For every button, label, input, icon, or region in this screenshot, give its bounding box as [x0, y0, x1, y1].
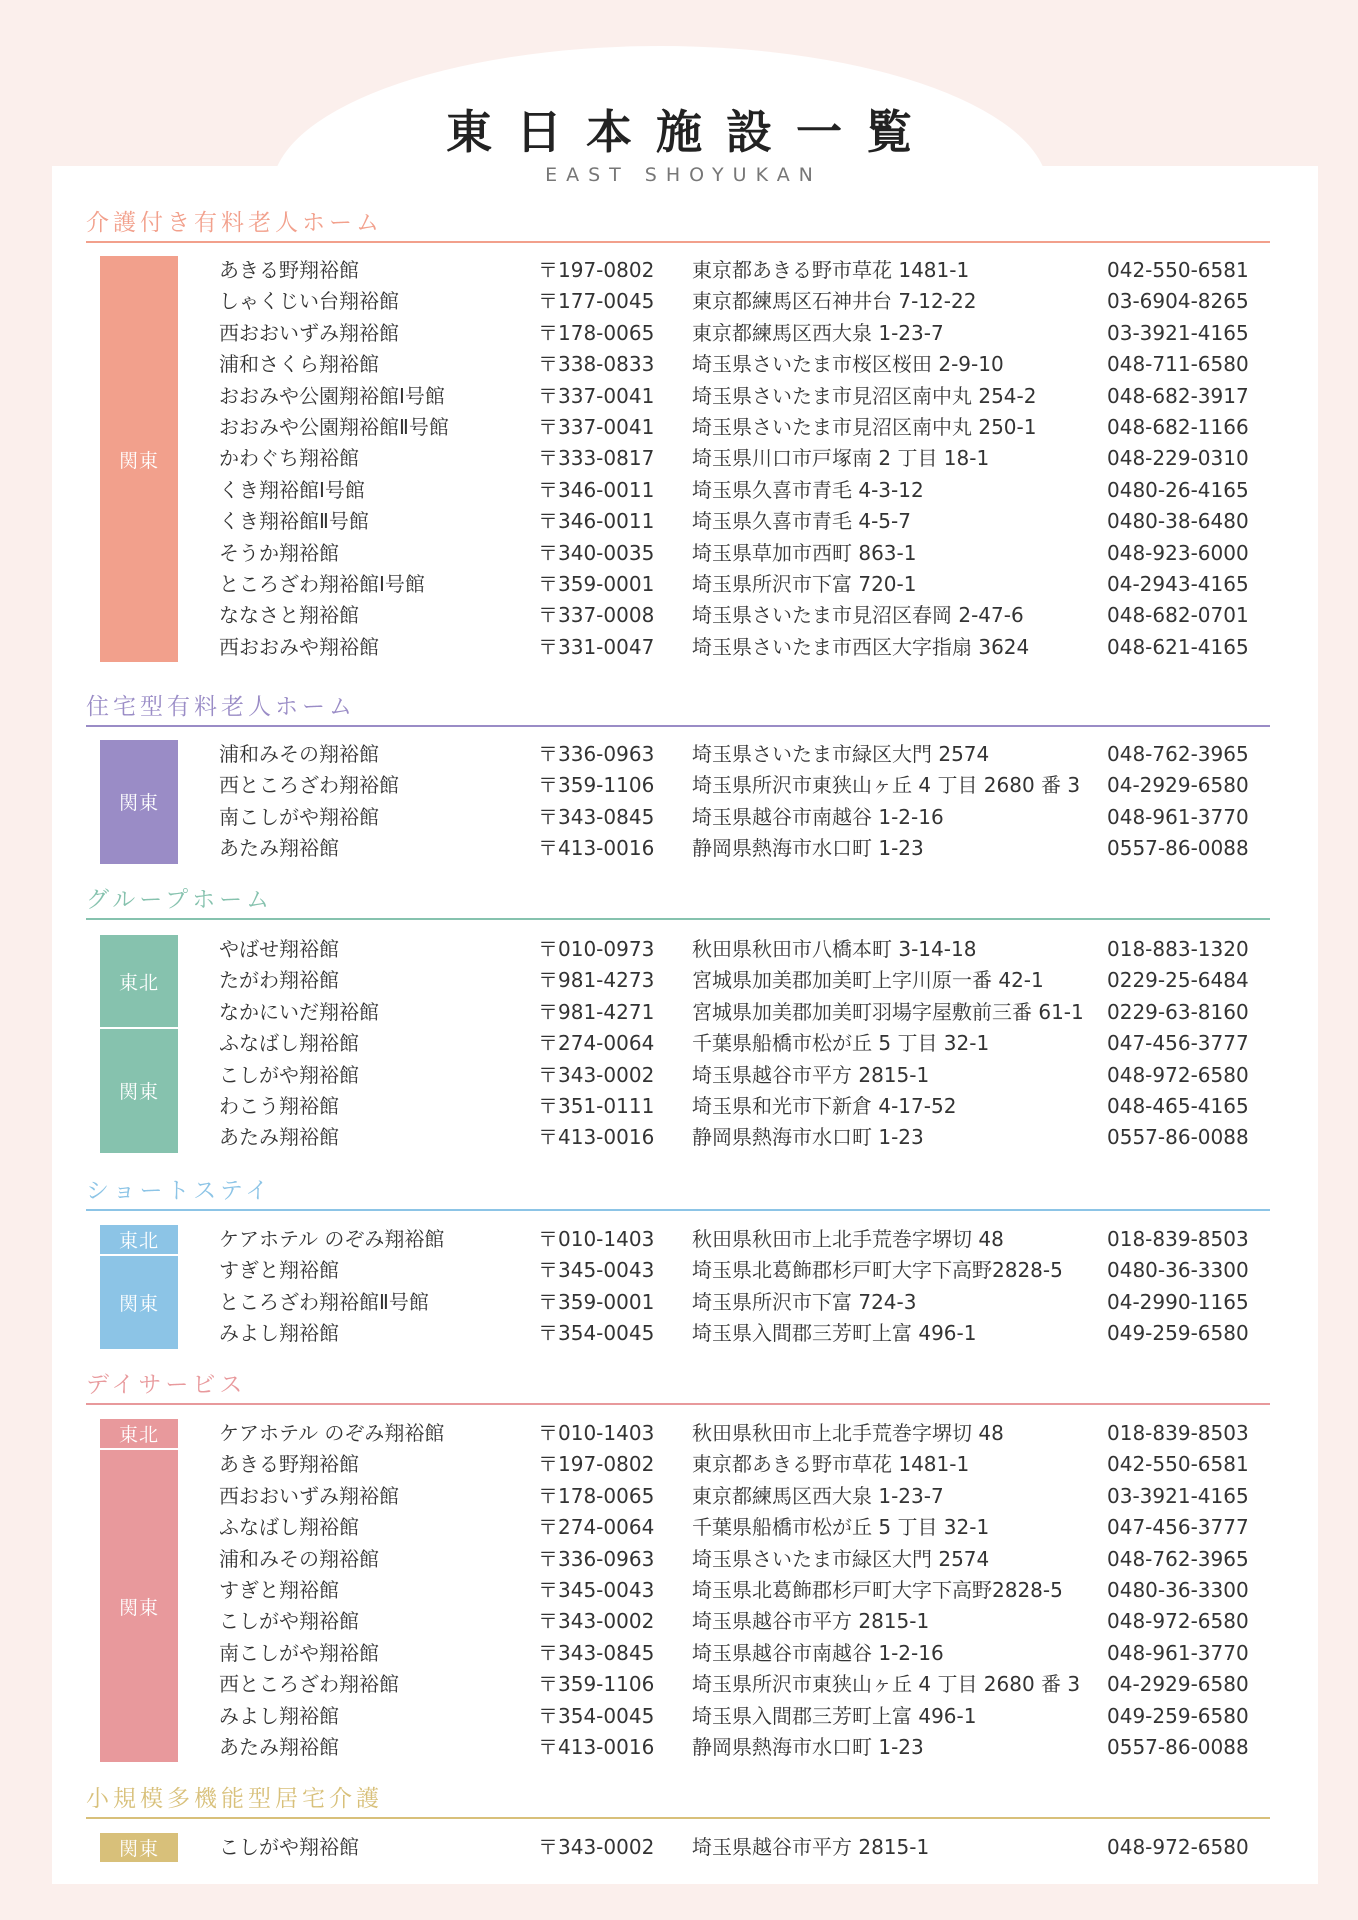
postal-code: 〒336-0963 — [538, 1546, 655, 1571]
phone-number: 048-762-3965 — [1107, 1546, 1249, 1571]
facility-name: こしがや翔裕館 — [219, 1062, 359, 1087]
facility-name: 浦和さくら翔裕館 — [219, 352, 379, 377]
facility-row — [0, 1449, 1358, 1480]
facility-name: こしがや翔裕館 — [219, 1609, 359, 1634]
facility-name: みよし翔裕館 — [219, 1703, 339, 1728]
phone-number: 048-923-6000 — [1107, 540, 1249, 565]
phone-number: 0480-36-3300 — [1107, 1258, 1249, 1283]
facility-row — [0, 770, 1358, 801]
facility-address: 埼玉県所沢市下富 724-3 — [692, 1289, 917, 1314]
facility-row — [0, 506, 1358, 537]
facility-row — [0, 1575, 1358, 1606]
facility-address: 東京都練馬区西大泉 1-23-7 — [692, 1483, 944, 1508]
facility-row — [0, 802, 1358, 833]
facility-address: 東京都練馬区西大泉 1-23-7 — [692, 320, 944, 345]
facility-row — [0, 1060, 1358, 1091]
postal-code: 〒010-1403 — [538, 1421, 655, 1445]
postal-code: 〒337-0041 — [538, 383, 655, 408]
phone-number: 049-259-6580 — [1107, 1321, 1249, 1346]
phone-number: 0229-25-6484 — [1107, 968, 1249, 993]
facility-row — [0, 412, 1358, 443]
facility-name: ところざわ翔裕館Ⅱ号館 — [219, 1289, 429, 1314]
section-title: 住宅型有料老人ホーム — [86, 694, 356, 720]
section-divider — [86, 1209, 1270, 1211]
postal-code: 〒197-0802 — [538, 258, 655, 282]
facility-row — [0, 443, 1358, 474]
facility-name: ケアホテル のぞみ翔裕館 — [219, 1227, 445, 1251]
facility-name: 西おおいずみ翔裕館 — [219, 320, 399, 345]
facility-name: すぎと翔裕館 — [219, 1578, 339, 1602]
facility-address: 東京都練馬区石神井台 7-12-22 — [692, 289, 977, 314]
region-badge: 関東 — [100, 740, 178, 864]
facility-row — [0, 1418, 1358, 1449]
postal-code: 〒333-0817 — [538, 446, 655, 471]
facility-address: 秋田県秋田市上北手荒巻字堺切 48 — [692, 1227, 1004, 1251]
facility-address: 東京都あきる野市草花 1481-1 — [692, 258, 970, 282]
postal-code: 〒345-0043 — [538, 1578, 655, 1602]
facility-name: おおみや公園翔裕館Ⅱ号館 — [219, 415, 449, 439]
facility-row — [0, 1028, 1358, 1059]
postal-code: 〒197-0802 — [538, 1452, 655, 1477]
facility-row — [0, 1606, 1358, 1637]
section-title: デイサービス — [86, 1372, 247, 1398]
facility-name: なかにいだ翔裕館 — [219, 999, 379, 1024]
facility-address: 埼玉県越谷市南越谷 1-2-16 — [692, 804, 944, 829]
facility-name: そうか翔裕館 — [219, 540, 339, 565]
section-divider — [86, 918, 1270, 920]
postal-code: 〒343-0845 — [538, 1640, 655, 1665]
facility-row — [0, 739, 1358, 770]
facility-name: みよし翔裕館 — [219, 1321, 339, 1346]
postal-code: 〒354-0045 — [538, 1703, 655, 1728]
phone-number: 048-621-4165 — [1107, 634, 1249, 659]
facility-address: 埼玉県越谷市平方 2815-1 — [692, 1609, 930, 1634]
facility-name: ふなばし翔裕館 — [219, 1031, 359, 1056]
postal-code: 〒359-0001 — [538, 572, 655, 596]
section-divider — [86, 241, 1270, 243]
postal-code: 〒274-0064 — [538, 1031, 655, 1056]
postal-code: 〒010-1403 — [538, 1227, 655, 1251]
postal-code: 〒274-0064 — [538, 1515, 655, 1540]
postal-code: 〒178-0065 — [538, 320, 655, 345]
phone-number: 049-259-6580 — [1107, 1703, 1249, 1728]
postal-code: 〒336-0963 — [538, 742, 655, 766]
facility-address: 埼玉県さいたま市見沼区南中丸 254-2 — [692, 383, 1037, 408]
facility-name: あきる野翔裕館 — [219, 1452, 359, 1477]
phone-number: 018-883-1320 — [1107, 937, 1249, 961]
facility-row — [0, 381, 1358, 412]
postal-code: 〒413-0016 — [538, 1735, 655, 1759]
facility-row — [0, 255, 1358, 286]
facility-name: あたみ翔裕館 — [219, 1735, 339, 1759]
facility-name: たがわ翔裕館 — [219, 968, 339, 993]
facility-address: 宮城県加美郡加美町上字川原一番 42-1 — [692, 968, 1044, 993]
facility-row — [0, 632, 1358, 663]
facility-row — [0, 475, 1358, 506]
postal-code: 〒343-0845 — [538, 804, 655, 829]
facility-address: 埼玉県川口市戸塚南 2 丁目 18-1 — [692, 446, 990, 471]
facility-name: ところざわ翔裕館Ⅰ号館 — [219, 572, 425, 596]
region-badge: 関東 — [100, 1029, 178, 1153]
facility-address: 埼玉県さいたま市見沼区春岡 2-47-6 — [692, 603, 1024, 628]
facility-name: わこう翔裕館 — [219, 1094, 339, 1118]
facility-address: 千葉県船橋市松が丘 5 丁目 32-1 — [692, 1515, 990, 1540]
postal-code: 〒337-0041 — [538, 415, 655, 439]
facility-name: すぎと翔裕館 — [219, 1258, 339, 1283]
postal-code: 〒010-0973 — [538, 937, 655, 961]
phone-number: 0229-63-8160 — [1107, 999, 1249, 1024]
facility-row — [0, 349, 1358, 380]
postal-code: 〒413-0016 — [538, 836, 655, 861]
facility-name: ななさと翔裕館 — [219, 603, 359, 628]
facility-row — [0, 1701, 1358, 1732]
section-title: 介護付き有料老人ホーム — [86, 210, 383, 236]
phone-number: 0480-38-6480 — [1107, 509, 1249, 534]
facility-row — [0, 934, 1358, 965]
facility-address: 東京都あきる野市草花 1481-1 — [692, 1452, 970, 1477]
facility-name: 浦和みその翔裕館 — [219, 1546, 379, 1571]
facility-name: くき翔裕館Ⅰ号館 — [219, 477, 365, 502]
facility-row — [0, 538, 1358, 569]
facility-name: やばせ翔裕館 — [219, 937, 339, 961]
phone-number: 048-961-3770 — [1107, 804, 1249, 829]
phone-number: 048-972-6580 — [1107, 1609, 1249, 1634]
facility-name: あたみ翔裕館 — [219, 836, 339, 861]
postal-code: 〒338-0833 — [538, 352, 655, 377]
page-subtitle: EAST SHOYUKAN — [545, 164, 822, 186]
facility-row — [0, 1224, 1358, 1255]
facility-name: しゃくじい台翔裕館 — [219, 289, 399, 314]
postal-code: 〒354-0045 — [538, 1321, 655, 1346]
facility-address: 埼玉県越谷市平方 2815-1 — [692, 1062, 930, 1087]
postal-code: 〒340-0035 — [538, 540, 655, 565]
phone-number: 048-229-0310 — [1107, 446, 1249, 471]
facility-row — [0, 286, 1358, 317]
facility-name: 南こしがや翔裕館 — [219, 804, 379, 829]
facility-address: 埼玉県所沢市下富 720-1 — [692, 572, 917, 596]
facility-address: 埼玉県北葛飾郡杉戸町大字下高野2828-5 — [692, 1578, 1063, 1602]
region-badge: 東北 — [100, 1225, 178, 1254]
facility-address: 静岡県熱海市水口町 1-23 — [692, 836, 924, 861]
facility-address: 埼玉県所沢市東狭山ヶ丘 4 丁目 2680 番 3 — [692, 773, 1081, 798]
page-title: 東日本施設一覧 — [446, 105, 936, 159]
section-title: グループホーム — [86, 887, 274, 913]
postal-code: 〒331-0047 — [538, 634, 655, 659]
phone-number: 04-2929-6580 — [1107, 1672, 1249, 1697]
facility-name: ケアホテル のぞみ翔裕館 — [219, 1421, 445, 1445]
facility-row — [0, 1732, 1358, 1763]
postal-code: 〒359-1106 — [538, 773, 655, 798]
facility-row — [0, 1638, 1358, 1669]
facility-address: 埼玉県さいたま市見沼区南中丸 250-1 — [692, 415, 1037, 439]
region-badge: 東北 — [100, 1419, 178, 1448]
facility-address: 埼玉県入間郡三芳町上富 496-1 — [692, 1703, 977, 1728]
phone-number: 042-550-6581 — [1107, 258, 1249, 282]
facility-address: 埼玉県所沢市東狭山ヶ丘 4 丁目 2680 番 3 — [692, 1672, 1081, 1697]
facility-address: 埼玉県草加市西町 863-1 — [692, 540, 917, 565]
phone-number: 018-839-8503 — [1107, 1227, 1249, 1251]
facility-address: 埼玉県さいたま市桜区桜田 2-9-10 — [692, 352, 1004, 377]
facility-row — [0, 1512, 1358, 1543]
phone-number: 0557-86-0088 — [1107, 1125, 1249, 1150]
facility-row — [0, 1669, 1358, 1700]
facility-address: 埼玉県越谷市南越谷 1-2-16 — [692, 1640, 944, 1665]
phone-number: 0557-86-0088 — [1107, 836, 1249, 861]
facility-address: 秋田県秋田市上北手荒巻字堺切 48 — [692, 1421, 1004, 1445]
postal-code: 〒343-0002 — [538, 1062, 655, 1087]
section-title: ショートステイ — [86, 1178, 273, 1204]
facility-name: くき翔裕館Ⅱ号館 — [219, 509, 369, 534]
phone-number: 048-465-4165 — [1107, 1094, 1249, 1118]
facility-name: かわぐち翔裕館 — [219, 446, 359, 471]
facility-row — [0, 1287, 1358, 1318]
phone-number: 047-456-3777 — [1107, 1515, 1249, 1540]
region-badge: 関東 — [100, 1256, 178, 1348]
facility-row — [0, 833, 1358, 864]
facility-address: 埼玉県和光市下新倉 4-17-52 — [692, 1094, 957, 1118]
postal-code: 〒346-0011 — [538, 477, 655, 502]
facility-address: 静岡県熱海市水口町 1-23 — [692, 1735, 924, 1759]
phone-number: 048-762-3965 — [1107, 742, 1249, 766]
phone-number: 048-682-3917 — [1107, 383, 1249, 408]
facility-name: 浦和みその翔裕館 — [219, 742, 379, 766]
phone-number: 048-711-6580 — [1107, 352, 1249, 377]
phone-number: 048-972-6580 — [1107, 1835, 1249, 1859]
region-badge: 関東 — [100, 1833, 178, 1862]
region-badge: 東北 — [100, 935, 178, 1027]
facility-name: 南こしがや翔裕館 — [219, 1640, 379, 1665]
facility-address: 秋田県秋田市八橋本町 3-14-18 — [692, 937, 977, 961]
postal-code: 〒346-0011 — [538, 509, 655, 534]
postal-code: 〒178-0065 — [538, 1483, 655, 1508]
facility-address: 埼玉県入間郡三芳町上富 496-1 — [692, 1321, 977, 1346]
facility-row — [0, 1318, 1358, 1349]
postal-code: 〒413-0016 — [538, 1125, 655, 1150]
facility-name: こしがや翔裕館 — [219, 1835, 359, 1859]
phone-number: 048-972-6580 — [1107, 1062, 1249, 1087]
postal-code: 〒345-0043 — [538, 1258, 655, 1283]
facility-name: 西ところざわ翔裕館 — [219, 1672, 399, 1697]
facility-row — [0, 1091, 1358, 1122]
facility-row — [0, 1122, 1358, 1153]
facility-row — [0, 569, 1358, 600]
phone-number: 03-6904-8265 — [1107, 289, 1249, 314]
facility-address: 埼玉県さいたま市緑区大門 2574 — [692, 1546, 990, 1571]
facility-row — [0, 997, 1358, 1028]
phone-number: 03-3921-4165 — [1107, 320, 1249, 345]
phone-number: 047-456-3777 — [1107, 1031, 1249, 1056]
section-title: 小規模多機能型居宅介護 — [86, 1786, 383, 1812]
facility-address: 埼玉県越谷市平方 2815-1 — [692, 1835, 930, 1859]
region-badge: 関東 — [100, 1450, 178, 1762]
facility-address: 埼玉県久喜市青毛 4-5-7 — [692, 509, 911, 534]
facility-address: 千葉県船橋市松が丘 5 丁目 32-1 — [692, 1031, 990, 1056]
facility-name: あきる野翔裕館 — [219, 258, 359, 282]
facility-name: 西おおいずみ翔裕館 — [219, 1483, 399, 1508]
phone-number: 048-961-3770 — [1107, 1640, 1249, 1665]
facility-address: 埼玉県久喜市青毛 4-3-12 — [692, 477, 924, 502]
facility-row — [0, 965, 1358, 996]
facility-name: おおみや公園翔裕館Ⅰ号館 — [219, 383, 445, 408]
facility-address: 埼玉県さいたま市西区大字指扇 3624 — [692, 634, 1030, 659]
postal-code: 〒343-0002 — [538, 1609, 655, 1634]
facility-name: 西ところざわ翔裕館 — [219, 773, 399, 798]
phone-number: 0557-86-0088 — [1107, 1735, 1249, 1759]
phone-number: 04-2929-6580 — [1107, 773, 1249, 798]
postal-code: 〒343-0002 — [538, 1835, 655, 1859]
facility-address: 宮城県加美郡加美町羽場字屋敷前三番 61-1 — [692, 999, 1084, 1024]
postal-code: 〒177-0045 — [538, 289, 655, 314]
postal-code: 〒359-1106 — [538, 1672, 655, 1697]
postal-code: 〒981-4273 — [538, 968, 655, 993]
facility-name: 西おおみや翔裕館 — [219, 634, 379, 659]
facility-row — [0, 600, 1358, 631]
facility-name: あたみ翔裕館 — [219, 1125, 339, 1150]
facility-row — [0, 1481, 1358, 1512]
phone-number: 048-682-0701 — [1107, 603, 1249, 628]
facility-address: 埼玉県さいたま市緑区大門 2574 — [692, 742, 990, 766]
phone-number: 042-550-6581 — [1107, 1452, 1249, 1477]
region-badge: 関東 — [100, 256, 178, 662]
postal-code: 〒359-0001 — [538, 1289, 655, 1314]
facility-row — [0, 1255, 1358, 1286]
phone-number: 048-682-1166 — [1107, 415, 1249, 439]
facility-row — [0, 1832, 1358, 1863]
phone-number: 04-2990-1165 — [1107, 1289, 1249, 1314]
postal-code: 〒351-0111 — [538, 1094, 655, 1118]
facility-address: 静岡県熱海市水口町 1-23 — [692, 1125, 924, 1150]
phone-number: 018-839-8503 — [1107, 1421, 1249, 1445]
facility-name: ふなばし翔裕館 — [219, 1515, 359, 1540]
facility-row — [0, 318, 1358, 349]
postal-code: 〒981-4271 — [538, 999, 655, 1024]
section-divider — [86, 725, 1270, 727]
facility-row — [0, 1544, 1358, 1575]
phone-number: 04-2943-4165 — [1107, 572, 1249, 596]
phone-number: 0480-36-3300 — [1107, 1578, 1249, 1602]
phone-number: 0480-26-4165 — [1107, 477, 1249, 502]
postal-code: 〒337-0008 — [538, 603, 655, 628]
facility-address: 埼玉県北葛飾郡杉戸町大字下高野2828-5 — [692, 1258, 1063, 1283]
section-divider — [86, 1817, 1270, 1819]
section-divider — [86, 1403, 1270, 1405]
phone-number: 03-3921-4165 — [1107, 1483, 1249, 1508]
